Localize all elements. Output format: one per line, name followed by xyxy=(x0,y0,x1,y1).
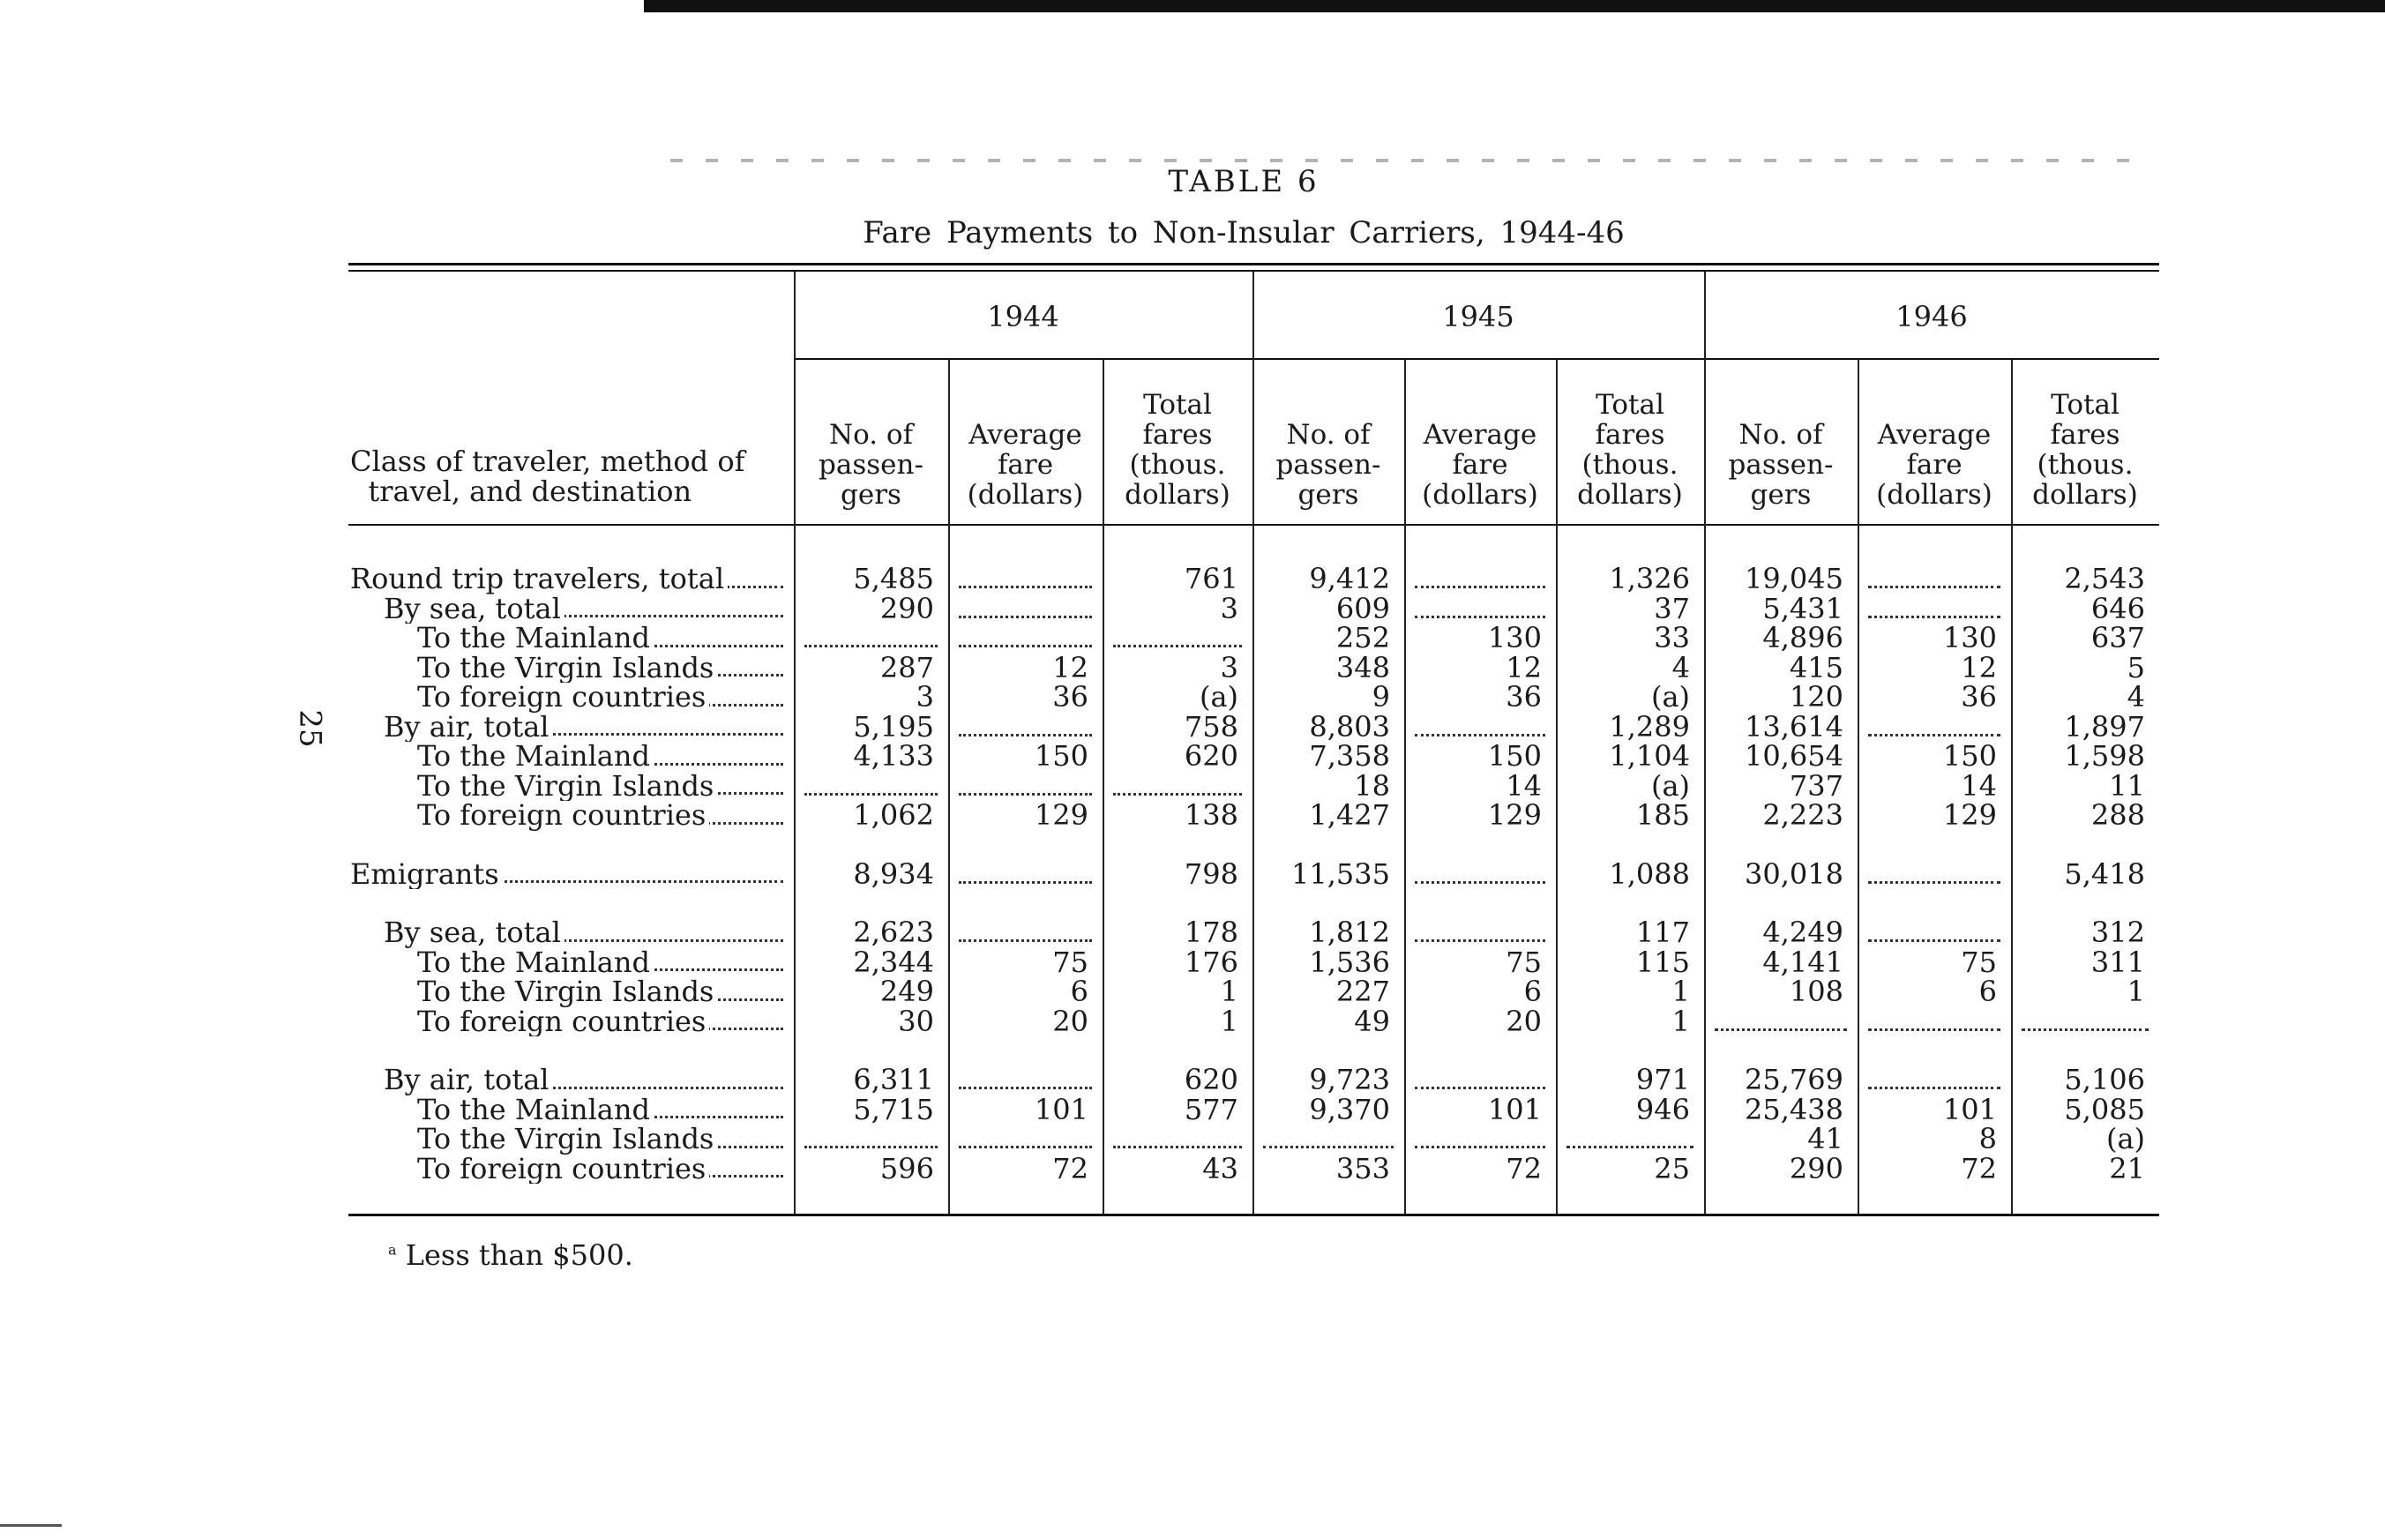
table-cell: 101 xyxy=(1942,1092,1997,1126)
table-cell: 637 xyxy=(2090,621,2145,654)
table-cell: 1,427 xyxy=(1309,798,1390,832)
table-cell: 4 xyxy=(2127,680,2145,714)
top-rule xyxy=(348,263,2159,265)
table-cell: 946 xyxy=(1635,1092,1690,1126)
row-label xyxy=(350,564,783,594)
row-label-text: To foreign countries xyxy=(417,801,709,831)
table-cell: 2,223 xyxy=(1762,798,1843,832)
empty-cell-leader xyxy=(959,1065,1092,1089)
row-label-text: To the Virgin Islands xyxy=(417,654,717,684)
footnote-text: Less than $500. xyxy=(405,1238,633,1272)
empty-cell-leader xyxy=(1715,1007,1847,1031)
row-label xyxy=(417,1095,783,1125)
table-cell: 1,088 xyxy=(1609,856,1690,891)
year-rule xyxy=(794,358,2159,360)
table-cell: 11 xyxy=(2109,768,2145,803)
empty-cell-leader xyxy=(1415,594,1545,618)
row-label-text: To the Mainland xyxy=(417,1095,654,1125)
row-label xyxy=(417,801,783,831)
table-subtitle: Fare Payments to Non-Insular Carriers, 1944-46 xyxy=(863,215,1625,250)
empty-cell-leader xyxy=(1415,1125,1545,1148)
table-cell: 129 xyxy=(1942,798,1997,832)
table-cell: 72 xyxy=(1961,1151,1997,1185)
table-cell: 129 xyxy=(1487,798,1542,832)
table-cell: 737 xyxy=(1789,768,1843,803)
row-label xyxy=(417,683,783,713)
row-label xyxy=(384,594,783,624)
footnote-marker: a xyxy=(388,1241,397,1259)
empty-cell-leader xyxy=(1868,713,2000,736)
table-cell: 72 xyxy=(1052,1151,1088,1185)
row-label xyxy=(417,1007,783,1037)
empty-cell-leader xyxy=(1868,1065,2000,1089)
bottom-rule xyxy=(348,1214,2159,1216)
table-cell: 646 xyxy=(2090,591,2145,625)
table-cell: 129 xyxy=(1034,798,1088,832)
row-label-text: To the Virgin Islands xyxy=(417,772,717,802)
empty-cell-leader xyxy=(959,1125,1092,1148)
table-cell: 41 xyxy=(1807,1122,1843,1155)
scan-margin-mark xyxy=(0,1524,62,1527)
table-cell: 1,326 xyxy=(1609,562,1690,595)
table-cell: 798 xyxy=(1184,856,1238,891)
table-cell: 19,045 xyxy=(1745,562,1843,595)
table-cell: 288 xyxy=(2090,798,2145,832)
table-cell: 3 xyxy=(1220,591,1238,625)
row-label xyxy=(417,1155,783,1185)
table-cell: 5,418 xyxy=(2064,856,2145,891)
scan-top-border xyxy=(644,0,2385,12)
table-cell: 596 xyxy=(879,1151,934,1185)
row-label xyxy=(417,742,783,772)
table-cell: 30 xyxy=(898,1004,934,1038)
table-cell: 287 xyxy=(879,650,934,684)
table-cell: 13,614 xyxy=(1745,709,1843,744)
empty-cell-leader xyxy=(1113,624,1242,647)
table-cell: 150 xyxy=(1034,739,1088,773)
row-label-text: To foreign countries xyxy=(417,683,709,713)
table-cell: 4 xyxy=(1671,650,1690,684)
page-number: 25 xyxy=(292,709,328,748)
table-cell: 49 xyxy=(1354,1004,1390,1038)
year-header: 1946 xyxy=(1895,300,1968,333)
table-cell: 2,623 xyxy=(853,916,934,949)
table-cell: 620 xyxy=(1184,1063,1238,1096)
row-label-text: To the Mainland xyxy=(417,948,654,978)
table-cell: 5,195 xyxy=(853,709,934,744)
table-cell: 36 xyxy=(1961,680,1997,714)
table-cell: 4,141 xyxy=(1762,945,1843,979)
table-cell: 620 xyxy=(1184,739,1238,773)
row-label-text: To foreign countries xyxy=(417,1155,709,1185)
table-cell: 1,812 xyxy=(1309,916,1390,949)
empty-cell-leader xyxy=(2022,1007,2149,1031)
table-cell: 290 xyxy=(879,591,934,625)
table-cell: 227 xyxy=(1335,975,1390,1008)
table-cell: 8,934 xyxy=(853,856,934,891)
year-header: 1945 xyxy=(1442,300,1514,333)
table-cell: 5,485 xyxy=(853,562,934,595)
empty-cell-leader xyxy=(1868,564,2000,588)
table-cell: 312 xyxy=(2090,916,2145,949)
row-label xyxy=(350,860,783,890)
table-cell: 1,536 xyxy=(1309,945,1390,979)
empty-cell-leader xyxy=(1263,1125,1394,1148)
row-label xyxy=(384,1065,783,1095)
table-cell: 12 xyxy=(1506,650,1542,684)
table-cell: 353 xyxy=(1335,1151,1390,1185)
table-cell: 609 xyxy=(1335,591,1390,625)
table-cell: 25,438 xyxy=(1745,1092,1843,1126)
footnote xyxy=(388,1238,633,1272)
year-header: 1944 xyxy=(987,300,1059,333)
table-cell: 185 xyxy=(1635,798,1690,832)
row-label-text: To the Mainland xyxy=(417,742,654,772)
row-label xyxy=(417,1125,783,1155)
table-cell: 971 xyxy=(1635,1063,1690,1096)
row-label-text: By air, total xyxy=(384,713,553,743)
empty-cell-leader xyxy=(959,918,1092,942)
table-cell: 108 xyxy=(1789,975,1843,1008)
row-label xyxy=(417,772,783,802)
table-cell: 2,344 xyxy=(853,945,934,979)
header-average-fare: Average fare (dollars) xyxy=(1876,419,1992,511)
table-cell: 25,769 xyxy=(1745,1063,1843,1096)
header-average-fare: Average fare (dollars) xyxy=(967,419,1084,511)
empty-cell-leader xyxy=(1566,1125,1693,1148)
row-label xyxy=(384,918,783,948)
row-label-text: Emigrants xyxy=(350,860,503,890)
row-label xyxy=(417,624,783,654)
table-cell: 577 xyxy=(1184,1092,1238,1126)
table-cell: 6 xyxy=(1523,975,1542,1008)
table-cell: (a) xyxy=(1650,768,1690,803)
empty-cell-leader xyxy=(1415,860,1545,884)
table-cell: 75 xyxy=(1961,945,1997,979)
table-cell: 6 xyxy=(1978,975,1997,1008)
row-label xyxy=(417,654,783,684)
table-cell: (a) xyxy=(2105,1122,2145,1155)
table-cell: 5,715 xyxy=(853,1092,934,1126)
table-cell: 415 xyxy=(1789,650,1843,684)
row-label-text: To foreign countries xyxy=(417,1007,709,1037)
table-cell: 11,535 xyxy=(1291,856,1390,891)
table-cell: 36 xyxy=(1052,680,1088,714)
empty-cell-leader xyxy=(1415,1065,1545,1089)
table-cell: 150 xyxy=(1487,739,1542,773)
table-cell: 1,062 xyxy=(853,798,934,832)
table-cell: 25 xyxy=(1654,1151,1690,1185)
table-cell: 37 xyxy=(1654,591,1690,625)
row-label-text: By air, total xyxy=(384,1065,553,1095)
empty-cell-leader xyxy=(1415,713,1545,736)
empty-cell-leader xyxy=(959,594,1092,618)
table-cell: 130 xyxy=(1487,621,1542,654)
empty-cell-leader xyxy=(959,860,1092,884)
table-cell: 75 xyxy=(1052,945,1088,979)
table-cell: 290 xyxy=(1789,1151,1843,1185)
table-cell: 117 xyxy=(1635,916,1690,949)
row-label-text: To the Virgin Islands xyxy=(417,977,717,1007)
row-label xyxy=(417,948,783,978)
table-cell: 1 xyxy=(1220,1004,1238,1038)
table-cell: 9 xyxy=(1372,680,1390,714)
empty-cell-leader xyxy=(1113,1125,1242,1148)
table-cell: 6 xyxy=(1070,975,1088,1008)
table-cell: 9,723 xyxy=(1309,1063,1390,1096)
table-cell: 252 xyxy=(1335,621,1390,654)
table-cell: 9,412 xyxy=(1309,562,1390,595)
table-cell: 150 xyxy=(1942,739,1997,773)
empty-cell-leader xyxy=(1868,918,2000,942)
header-total-fares: Total fares (thous. dollars) xyxy=(2032,389,2138,511)
table-cell: 138 xyxy=(1184,798,1238,832)
table-cell: 43 xyxy=(1202,1151,1238,1185)
header-no-passengers: No. of passen- gers xyxy=(1275,419,1381,511)
table-cell: 101 xyxy=(1487,1092,1542,1126)
table-cell: 8 xyxy=(1978,1122,1997,1155)
row-label-text: By sea, total xyxy=(384,594,564,624)
table-cell: 4,896 xyxy=(1762,621,1843,654)
table-cell: 1 xyxy=(1220,975,1238,1008)
table-cell: 21 xyxy=(2109,1151,2145,1185)
table-cell: 6,311 xyxy=(853,1063,934,1096)
table-cell: 12 xyxy=(1052,650,1088,684)
table-cell: 20 xyxy=(1506,1004,1542,1038)
table-cell: 1,104 xyxy=(1609,739,1690,773)
table-cell: 8,803 xyxy=(1309,709,1390,744)
table-cell: 18 xyxy=(1354,768,1390,803)
table-cell: 761 xyxy=(1184,562,1238,595)
table-cell: 2,543 xyxy=(2064,562,2145,595)
table-cell: 5 xyxy=(2127,650,2145,684)
table-cell: 30,018 xyxy=(1745,856,1843,891)
table-cell: 5,085 xyxy=(2064,1092,2145,1126)
table-cell: 5,106 xyxy=(2064,1063,2145,1096)
table-cell: 14 xyxy=(1961,768,1997,803)
header-no-passengers: No. of passen- gers xyxy=(1728,419,1834,511)
table-cell: 1,897 xyxy=(2064,709,2145,744)
table-cell: 178 xyxy=(1184,916,1238,949)
table-cell: 20 xyxy=(1052,1004,1088,1038)
table-cell: 1 xyxy=(1671,975,1690,1008)
empty-cell-leader xyxy=(1415,564,1545,588)
table-cell: (a) xyxy=(1650,680,1690,714)
empty-cell-leader xyxy=(804,624,938,647)
table-cell: 311 xyxy=(2090,945,2145,979)
table-cell: 348 xyxy=(1335,650,1390,684)
table-cell: 14 xyxy=(1506,768,1542,803)
table-cell: 115 xyxy=(1635,945,1690,979)
table-cell: 7,358 xyxy=(1309,739,1390,773)
table-cell: 4,133 xyxy=(853,739,934,773)
table-cell: 758 xyxy=(1184,709,1238,744)
table-cell: 1 xyxy=(1671,1004,1690,1038)
table-cell: 12 xyxy=(1961,650,1997,684)
empty-cell-leader xyxy=(959,713,1092,736)
table-cell: 4,249 xyxy=(1762,916,1843,949)
table-cell: 101 xyxy=(1034,1092,1088,1126)
table-cell: 9,370 xyxy=(1309,1092,1390,1126)
empty-cell-leader xyxy=(804,1125,938,1148)
empty-cell-leader xyxy=(804,772,938,796)
empty-cell-leader xyxy=(1113,772,1242,796)
header-no-passengers: No. of passen- gers xyxy=(819,419,923,511)
row-label-text: By sea, total xyxy=(384,918,564,948)
empty-cell-leader xyxy=(1868,1007,2000,1031)
row-label xyxy=(417,977,783,1007)
table-cell: 120 xyxy=(1789,680,1843,714)
row-label-text: To the Mainland xyxy=(417,624,654,654)
table-cell: 75 xyxy=(1506,945,1542,979)
row-label xyxy=(384,713,783,743)
scan-dash-artifact xyxy=(670,159,2135,162)
empty-cell-leader xyxy=(1868,860,2000,884)
header-total-fares: Total fares (thous. dollars) xyxy=(1577,389,1683,511)
row-label-text: Round trip travelers, total xyxy=(350,564,728,594)
row-label-text: To the Virgin Islands xyxy=(417,1125,717,1155)
table-cell: (a) xyxy=(1199,680,1238,714)
header-total-fares: Total fares (thous. dollars) xyxy=(1125,389,1230,511)
table-cell: 1 xyxy=(2127,975,2145,1008)
table-cell: 72 xyxy=(1506,1151,1542,1185)
table-cell: 1,598 xyxy=(2064,739,2145,773)
table-cell: 3 xyxy=(1220,650,1238,684)
header-stub: Class of traveler, method of travel, and destination xyxy=(350,445,745,508)
empty-cell-leader xyxy=(1415,918,1545,942)
table-cell: 1,289 xyxy=(1609,709,1690,744)
empty-cell-leader xyxy=(959,564,1092,588)
empty-cell-leader xyxy=(1868,594,2000,618)
table-cell: 249 xyxy=(879,975,934,1008)
table-cell: 5,431 xyxy=(1762,591,1843,625)
table-cell: 33 xyxy=(1654,621,1690,654)
header-average-fare: Average fare (dollars) xyxy=(1422,419,1538,511)
table-cell: 176 xyxy=(1184,945,1238,979)
table-title: TABLE 6 xyxy=(1168,164,1320,199)
table-cell: 10,654 xyxy=(1745,739,1843,773)
empty-cell-leader xyxy=(959,624,1092,647)
empty-cell-leader xyxy=(959,772,1092,796)
table-cell: 36 xyxy=(1506,680,1542,714)
table-cell: 130 xyxy=(1942,621,1997,654)
table-cell: 3 xyxy=(916,680,934,714)
